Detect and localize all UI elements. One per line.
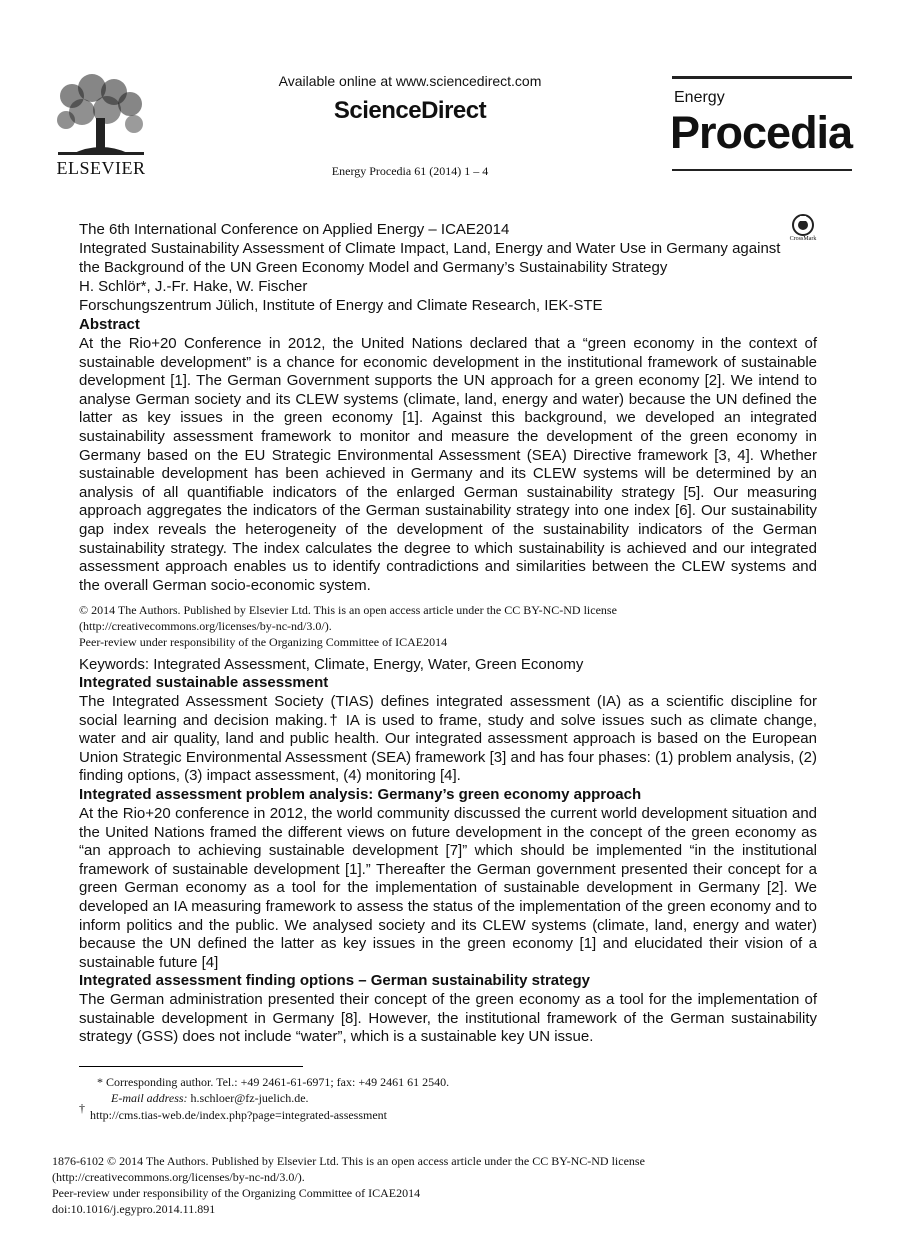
available-online-text: Available online at www.sciencedirect.com bbox=[278, 73, 542, 89]
email-link[interactable]: h.schloer@fz-juelich.de. bbox=[190, 1091, 309, 1105]
tree-icon bbox=[52, 74, 150, 158]
paper-title-line-1: Integrated Sustainability Assessment of Climate Impact, Land, Energy and Water Use in Germany against bbox=[79, 240, 781, 257]
abstract-heading: Abstract bbox=[79, 316, 140, 333]
footnote-divider bbox=[79, 1066, 303, 1067]
dagger-footnote-link[interactable]: http://cms.tias-web.de/index.php?page=integrated-assessment bbox=[90, 1108, 388, 1122]
platform-name: ScienceDirect bbox=[333, 97, 487, 124]
paper-title-line-2: the Background of the UN Green Economy Model and Germany’s Sustainability Strategy bbox=[79, 259, 668, 276]
affiliation: Forschungszentrum Jülich, Institute of Energy and Climate Research, IEK-STE bbox=[79, 297, 603, 314]
section-heading: Integrated assessment problem analysis: Germany’s green economy approach bbox=[79, 786, 642, 803]
section-text: The German administration presented their concept of the green economy as a tool for the implementation of sustainable development in Germany [8]. However, the institutional framework of the German sustainability strategy (GSS) does not include “water”, which is a sustainable key UN issue. bbox=[79, 991, 817, 1046]
journal-logo-line1: Energy bbox=[674, 89, 725, 106]
conference-name: The 6th International Conference on Applied Energy – ICAE2014 bbox=[79, 221, 510, 238]
abstract-license-line: © 2014 The Authors. Published by Elsevier Ltd. This is an open access article under the CC BY-NC-ND license bbox=[79, 603, 617, 617]
bottom-license-link[interactable]: (http://creativecommons.org/licenses/by-nc-nd/3.0/). bbox=[52, 1170, 305, 1184]
crossmark-badge[interactable] bbox=[786, 212, 820, 246]
keywords: Keywords: Integrated Assessment, Climate, Energy, Water, Green Economy bbox=[79, 656, 584, 673]
section-text: At the Rio+20 conference in 2012, the world community discussed the current world development situation and the United Nations framed the different views on future development in the concept of the green economy as “an approach to achieving sustainable development [7]” which should be implemented “in the institutional framework of sustainable development [1].” Thereafter the German government presented their concept for a green German economy as a tool for the implementation of sustainable development in Germany [2]. We developed an IA measuring framework to assess the status of the implementation of the green economy and to inform politics and the public. We analysed society and its CLEW systems (climate, land, energy and water) because the UN defined the latter as key issues in the green economy [1] and elucidated their vision of a sustainable future [4] bbox=[79, 805, 817, 971]
doi-link[interactable]: doi:10.1016/j.egypro.2014.11.891 bbox=[52, 1202, 216, 1216]
journal-reference: Energy Procedia 61 (2014) 1 – 4 bbox=[331, 164, 489, 178]
abstract-peer-review: Peer-review under responsibility of the Organizing Committee of ICAE2014 bbox=[79, 635, 448, 649]
email-label: E-mail address: bbox=[111, 1091, 188, 1105]
bottom-peer-review: Peer-review under responsibility of the Organizing Committee of ICAE2014 bbox=[52, 1186, 421, 1200]
abstract-license-link[interactable]: (http://creativecommons.org/licenses/by-nc-nd/3.0/). bbox=[79, 619, 332, 633]
section-text: The Integrated Assessment Society (TIAS) defines integrated assessment (IA) as a scientific discipline for social learning and decision making.† IA is used to frame, study and solve issues such as climate change, water and air quality, land and public health. Our integrated assessment approach is based on the European Union Strategic Environmental Assessment (SEA) framework [3] and has four phases: (1) problem analysis, (2) finding options, (3) impact assessment, (4) monitoring [4]. bbox=[79, 693, 817, 785]
section-heading: Integrated sustainable assessment bbox=[79, 674, 329, 691]
journal-logo-bottom-rule bbox=[672, 169, 852, 171]
abstract-text: At the Rio+20 Conference in 2012, the United Nations declared that a “green economy in the context of sustainable development” is a chance for economic development in the institutional framework of sustainable development [1]. The German Government supports the UN approach for a green economy [2]. We intend to analyse German society and its CLEW systems (climate, land, energy and water) because the UN defined the latter as key issues in the green economy [1]. Against this background, we developed an integrated sustainability assessment framework to monitor and measure the development of the green economy in Germany based on the EU Strategic Environmental Assessment (SEA) Directive framework [3, 4]. Whether sustainable development has been achieved in Germany and its CLEW systems will be determined by an analysis of all quantifiable indicators of the enlarged German sustainability strategy [5]. Our measuring approach aggregates the indicators of the German sustainability strategy into one index [6]. Our sustainability gap index reveals the heterogeneity of the development of the sustainability indicators of the German sustainability strategy. The index calculates the degree to which sustainability is achieved and our integrated assessment approach enables us to identify contradictions and similarities between the CLEW systems and the overall German socio-economic system. bbox=[79, 335, 817, 594]
journal-logo-top-rule bbox=[672, 76, 852, 79]
publisher-logo-text: ELSEVIER bbox=[56, 158, 146, 178]
dagger-mark: † bbox=[79, 1101, 85, 1115]
issn-license-line: 1876-6102 © 2014 The Authors. Published by Elsevier Ltd. This is an open access article under the CC BY-NC-ND license bbox=[52, 1154, 645, 1168]
email-note bbox=[111, 1091, 309, 1106]
corresponding-author-note: * Corresponding author. Tel.: +49 2461-61-6971; fax: +49 2461 61 2540. bbox=[97, 1075, 450, 1089]
section-heading: Integrated assessment finding options – German sustainability strategy bbox=[79, 972, 590, 989]
author-list: H. Schlör*, J.-Fr. Hake, W. Fischer bbox=[79, 278, 308, 295]
journal-logo-line2: Procedia bbox=[670, 107, 853, 158]
crossmark-label: CrossMark bbox=[789, 236, 817, 242]
